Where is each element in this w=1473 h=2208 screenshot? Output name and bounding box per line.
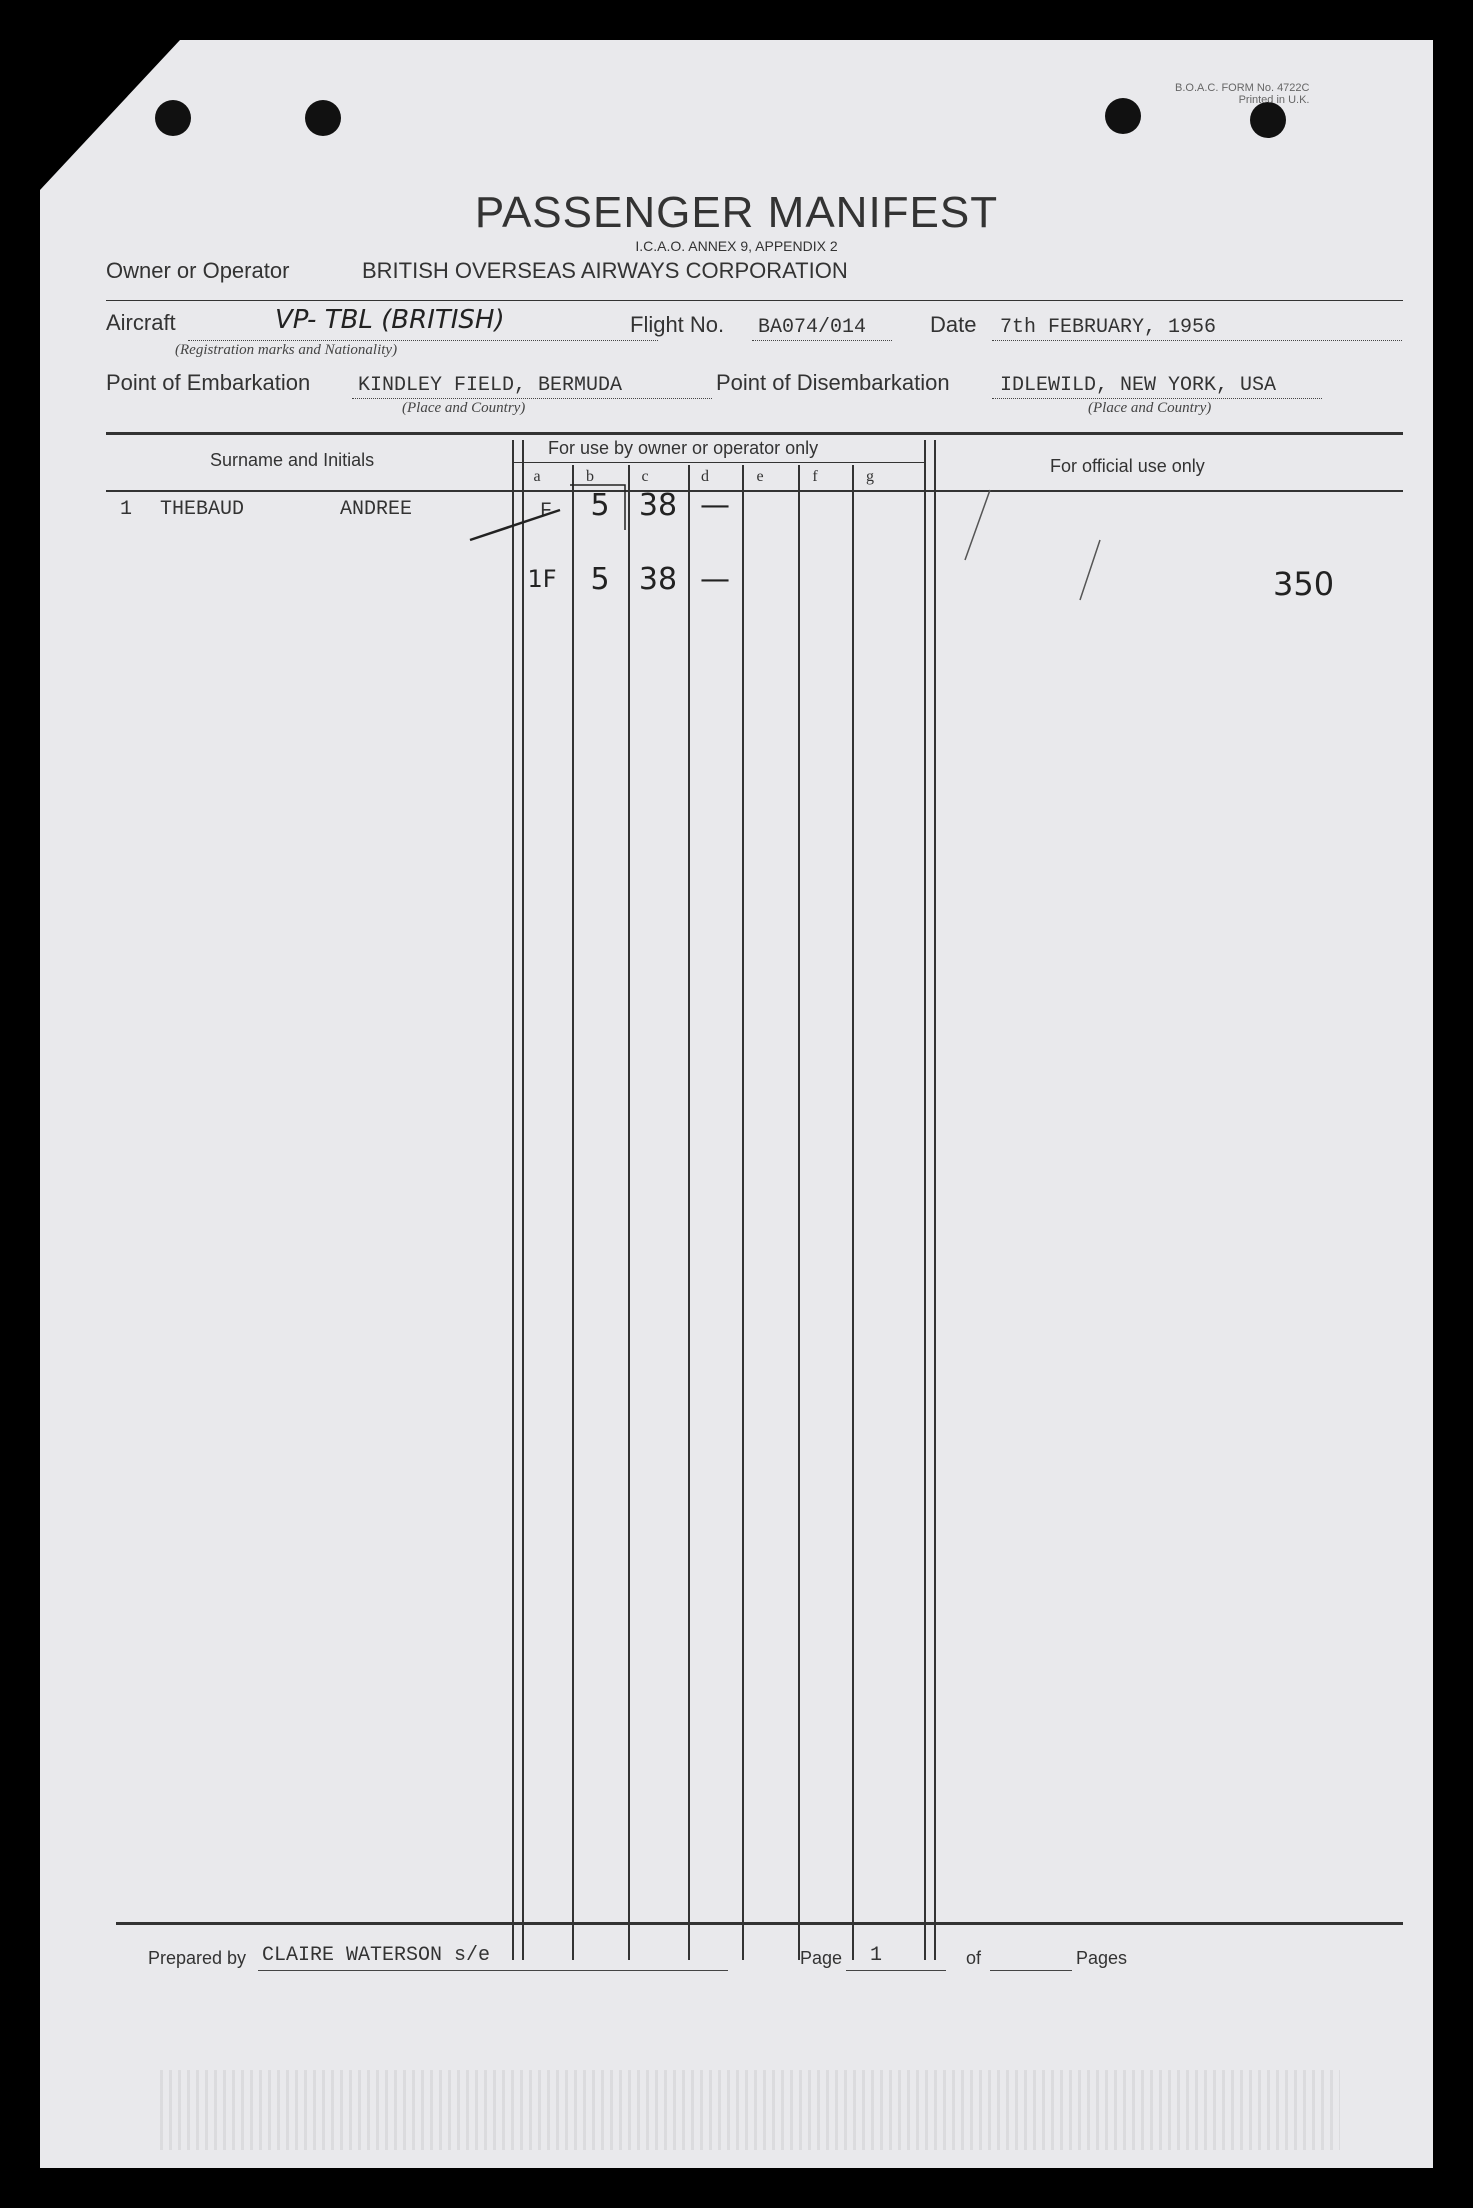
prepared-value: CLAIRE WATERSON s/e xyxy=(262,1944,491,1967)
column-b: b xyxy=(586,468,594,485)
owner-value: BRITISH OVERSEAS AIRWAYS CORPORATION xyxy=(362,258,848,283)
handwritten-strokes xyxy=(40,40,1433,640)
column-divider xyxy=(522,440,524,1960)
page-title: PASSENGER MANIFEST xyxy=(474,188,999,237)
page-value: 1 xyxy=(870,1944,883,1967)
column-divider xyxy=(798,465,800,1960)
flight-value: BA074/014 xyxy=(758,316,867,339)
row-initials: ANDREE xyxy=(340,498,413,521)
column-d: d xyxy=(701,468,709,485)
embarkation-caption: (Place and Country) xyxy=(402,400,526,416)
aircraft-value: VP- TBL (BRITISH) xyxy=(275,305,505,335)
pages-label: Pages xyxy=(1076,1948,1128,1968)
flight-label: Flight No. xyxy=(630,312,725,337)
column-divider xyxy=(934,440,936,1960)
bleed-through-smudge xyxy=(160,2070,1340,2150)
prepared-label: Prepared by xyxy=(148,1948,247,1968)
row-surname: THEBAUD xyxy=(160,498,245,521)
date-label: Date xyxy=(930,312,977,337)
column-divider xyxy=(572,465,574,1960)
owner-use-header: For use by owner or operator only xyxy=(548,438,819,458)
column-divider xyxy=(628,465,630,1960)
row-col-b: 5 xyxy=(590,488,610,523)
aircraft-label: Aircraft xyxy=(106,310,176,335)
disembarkation-label: Point of Disembarkation xyxy=(716,370,950,395)
date-value: 7th FEBRUARY, 1956 xyxy=(1000,316,1217,339)
page-underline xyxy=(846,1970,946,1971)
manifest-sheet xyxy=(40,40,1433,2168)
column-g: g xyxy=(866,468,874,485)
column-a: a xyxy=(533,468,541,485)
aircraft-caption: (Registration marks and Nationality) xyxy=(175,342,398,358)
total-col-d: — xyxy=(700,562,730,597)
surname-header: Surname and Initials xyxy=(210,450,375,470)
page-label: Page xyxy=(800,1948,843,1968)
footer-rule xyxy=(116,1922,1403,1925)
row-col-d: — xyxy=(700,488,730,523)
form-printed-text: Printed in U.K. xyxy=(1238,94,1310,106)
owner-label: Owner or Operator xyxy=(106,258,290,283)
page-subtitle: I.C.A.O. ANNEX 9, APPENDIX 2 xyxy=(635,238,838,254)
prepared-underline xyxy=(258,1970,728,1971)
column-divider xyxy=(512,440,514,1960)
form-number-text: B.O.A.C. FORM No. 4722C xyxy=(1175,82,1310,94)
official-use-header: For official use only xyxy=(1050,456,1205,476)
embarkation-value: KINDLEY FIELD, BERMUDA xyxy=(358,374,623,397)
column-divider xyxy=(924,440,926,1960)
pages-underline xyxy=(990,1970,1072,1971)
column-f: f xyxy=(812,468,818,485)
column-e: e xyxy=(756,468,764,485)
row-col-a: F xyxy=(540,500,553,523)
total-col-a: 1F xyxy=(527,565,557,593)
official-number: 350 xyxy=(1273,565,1335,603)
disembarkation-value: IDLEWILD, NEW YORK, USA xyxy=(1000,374,1277,397)
row-col-c: 38 xyxy=(638,488,678,523)
column-divider xyxy=(852,465,854,1960)
of-label: of xyxy=(966,1948,982,1968)
column-c: c xyxy=(641,468,649,485)
total-col-c: 38 xyxy=(638,562,678,597)
disembarkation-caption: (Place and Country) xyxy=(1088,400,1212,416)
row-number: 1 xyxy=(120,498,133,521)
embarkation-label: Point of Embarkation xyxy=(106,370,311,395)
column-divider xyxy=(688,465,690,1960)
column-divider xyxy=(742,465,744,1960)
total-col-b: 5 xyxy=(590,562,610,597)
